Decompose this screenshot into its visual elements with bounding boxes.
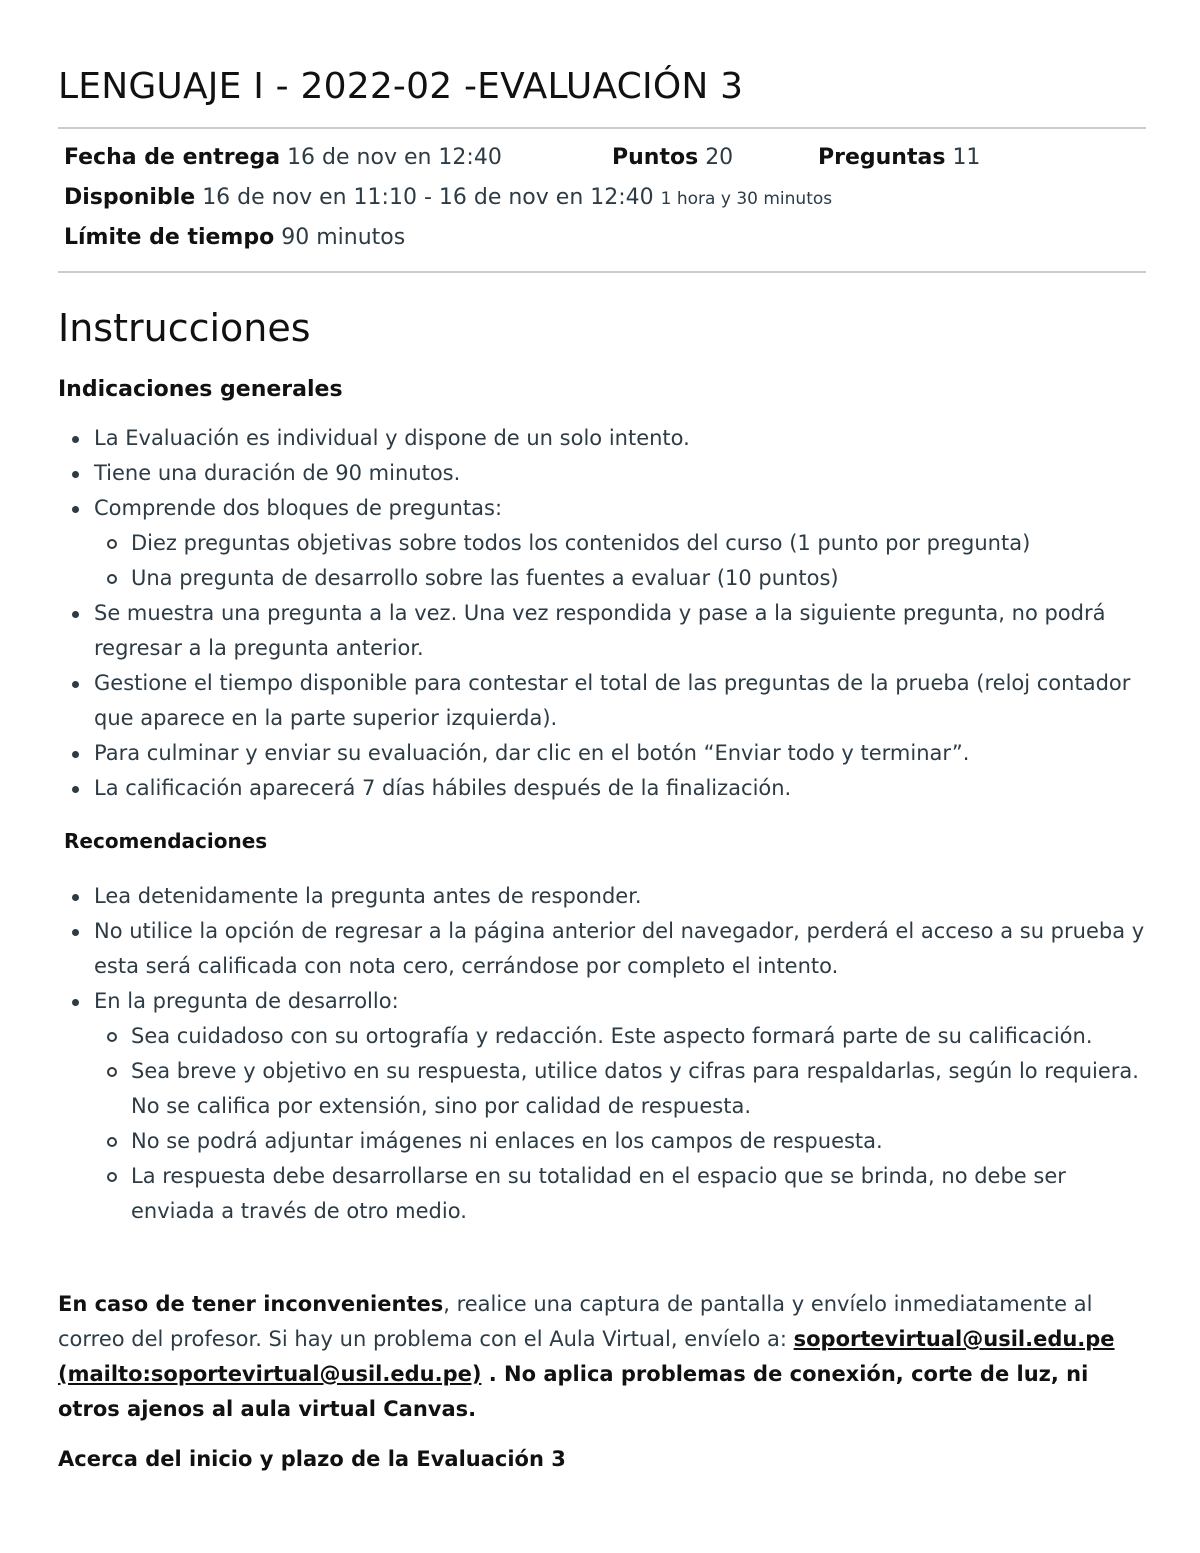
available-value: 16 de nov en 11:10 - 16 de nov en 12:40 [202, 185, 654, 210]
divider-top [58, 127, 1146, 129]
recommendations-list [58, 879, 1148, 1229]
time-limit-value: 90 minutos [281, 225, 406, 250]
list-item: Gestione el tiempo disponible para contestar el total de las preguntas de la prueba (reloj contador que aparece en la parte superior izquierda). [58, 666, 1148, 736]
divider-bottom [58, 271, 1146, 273]
list-item: Tiene una duración de 90 minutos. [58, 456, 1148, 491]
list-item: Se muestra una pregunta a la vez. Una vez respondida y pase a la siguiente pregunta, no podrá regresar a la pregunta anterior. [58, 596, 1148, 666]
list-subitem: Diez preguntas objetivas sobre todos los contenidos del curso (1 punto por pregunta) [58, 526, 1148, 561]
list-item: Para culminar y enviar su evaluación, dar clic en el botón “Enviar todo y terminar”. [58, 736, 1148, 771]
list-item: La Evaluación es individual y dispone de un solo intento. [58, 421, 1148, 456]
questions-label: Preguntas [818, 145, 946, 170]
available-duration: 1 hora y 30 minutos [660, 189, 833, 209]
issues-paragraph [58, 1287, 1148, 1427]
points-group [612, 145, 733, 170]
start-heading: Acerca del inicio y plazo de la Evaluación 3 [58, 1447, 566, 1471]
questions-group [818, 145, 980, 170]
list-item: En la pregunta de desarrollo: [58, 984, 1148, 1019]
due-date-value: 16 de nov en 12:40 [287, 145, 502, 170]
quiz-details-row-3 [64, 225, 405, 250]
list-item: Comprende dos bloques de preguntas: [58, 491, 1148, 526]
list-subitem: Sea breve y objetivo en su respuesta, utilice datos y cifras para respaldarlas, según lo requiera. No se califica por extensión, sino por calidad de respuesta. [58, 1054, 1148, 1124]
list-subitem: Una pregunta de desarrollo sobre las fuentes a evaluar (10 puntos) [58, 561, 1148, 596]
points-value: 20 [705, 145, 734, 170]
time-limit-label: Límite de tiempo [64, 225, 275, 250]
issues-bold: En caso de tener inconvenientes [58, 1292, 444, 1316]
issues-tail: . No aplica problemas de conexión, corte de luz, ni otros ajenos al aula virtual Canvas. [58, 1362, 1089, 1421]
page-title: LENGUAJE I - 2022-02 -EVALUACIÓN 3 [58, 66, 744, 107]
questions-value: 11 [952, 145, 981, 170]
list-item: No utilice la opción de regresar a la página anterior del navegador, perderá el acceso a su prueba y esta será calificada con nota cero, cerrándose por completo el intento. [58, 914, 1148, 984]
recommendations-heading: Recomendaciones [64, 829, 268, 853]
list-subitem: No se podrá adjuntar imágenes ni enlaces en los campos de respuesta. [58, 1124, 1148, 1159]
general-list [58, 421, 1148, 806]
instructions-heading: Instrucciones [58, 306, 311, 350]
quiz-details-row-1 [64, 145, 981, 170]
list-item: La calificación aparecerá 7 días hábiles después de la finalización. [58, 771, 1148, 806]
list-item: Lea detenidamente la pregunta antes de responder. [58, 879, 1148, 914]
due-date-label: Fecha de entrega [64, 145, 281, 170]
issues-text: , realice una captura de pantalla y envíelo inmediatamente al correo del profesor. Si hay un problema con el Aula Virtual, envíelo a: [58, 1292, 1093, 1351]
quiz-details-row-2 [64, 185, 832, 210]
list-subitem: Sea cuidadoso con su ortografía y redacción. Este aspecto formará parte de su calificación. [58, 1019, 1148, 1054]
available-label: Disponible [64, 185, 196, 210]
general-heading: Indicaciones generales [58, 377, 343, 402]
points-label: Puntos [612, 145, 699, 170]
support-email-link[interactable]: soportevirtual@usil.edu.pe (mailto:soportevirtual@usil.edu.pe) [58, 1327, 1115, 1386]
list-subitem: La respuesta debe desarrollarse en su totalidad en el espacio que se brinda, no debe ser enviada a través de otro medio. [58, 1159, 1148, 1229]
